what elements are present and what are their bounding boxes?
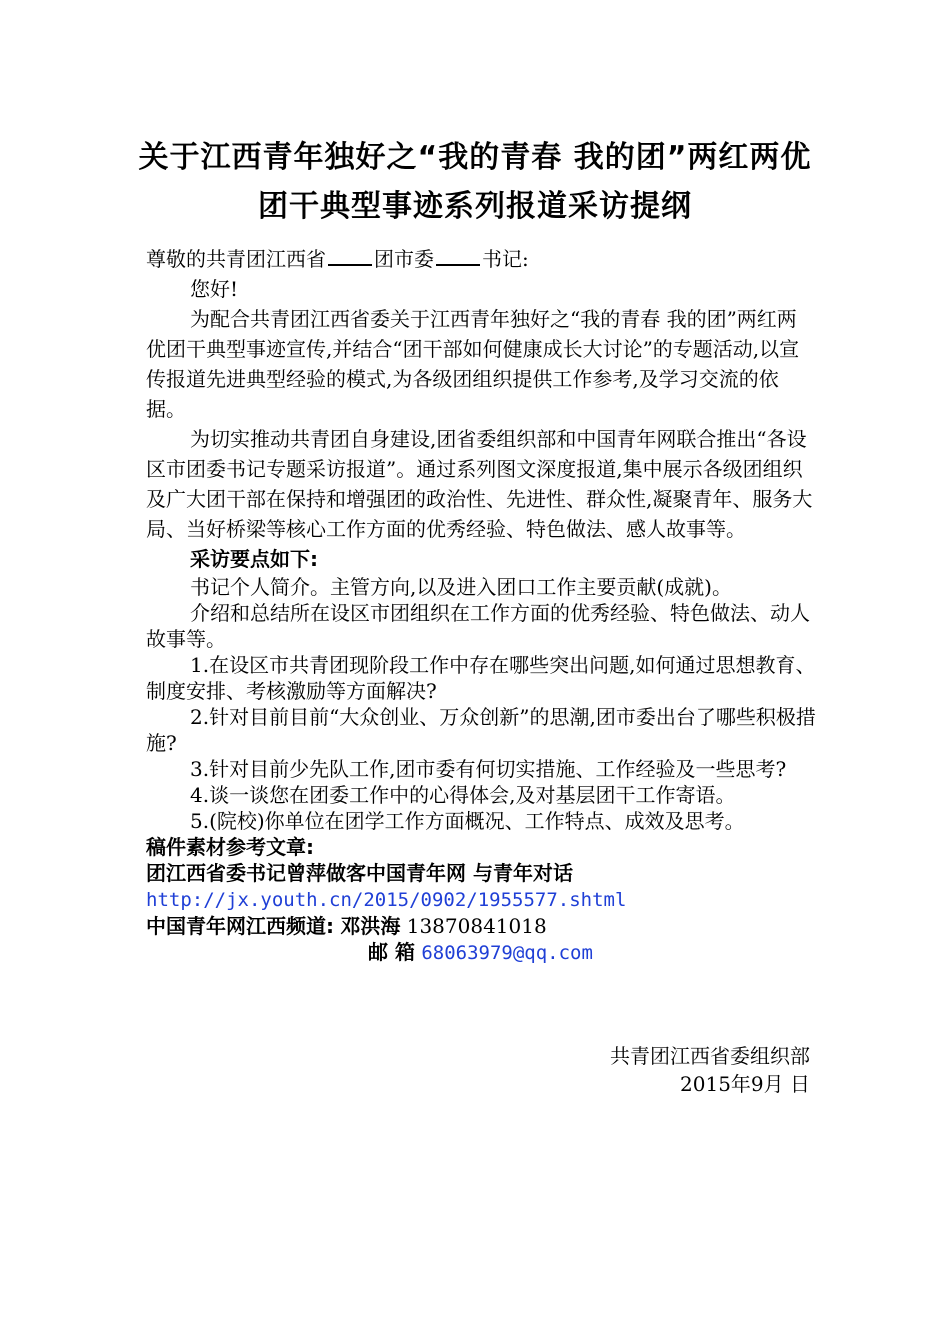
greeting: 您好! <box>190 277 239 301</box>
contact-name: 邓洪海 <box>340 914 401 938</box>
document-title-line-1: 关于江西青年独好之“我的青春 我的团”两红两优 <box>138 140 812 175</box>
salutation-part-3: 书记: <box>482 247 529 271</box>
point-item: 3.针对目前少先队工作,团市委有何切实措施、工作经验及一些思考? <box>190 757 787 781</box>
paragraph-1: 为配合共青团江西省委关于江西青年独好之“我的青春 我的团”两红两优团干典型事迹宣传,并结合“团干部如何健康成长大讨论”的专题活动,以宣传报道先进典型经验的模式,为各级团组织提供工作参考,及学习交流的依据。 <box>146 307 800 421</box>
email-label: 邮 箱 <box>368 940 415 964</box>
contact-label: 中国青年网江西频道: <box>146 914 334 938</box>
paragraph-2: 为切实推动共青团自身建设,团省委组织部和中国青年网联合推出“各设区市团委书记专题采访报道”。通过系列图文深度报道,集中展示各级团组织及广大团干部在保持和增强团的政治性、先进性、群众性,凝聚青年、服务大局、当好桥梁等核心工作方面的优秀经验、特色做法、感人故事等。 <box>146 427 813 541</box>
signature-date: 2015年9月 日 <box>680 1072 810 1096</box>
salutation-part-1: 尊敬的共青团江西省 <box>146 247 326 271</box>
point-item: 1.在设区市共青团现阶段工作中存在哪些突出问题,如何通过思想教育、制度安排、考核激励等方面解决? <box>146 653 816 703</box>
point-item: 书记个人简介。主管方向,以及进入团口工作主要贡献(成就)。 <box>190 575 732 599</box>
point-item: 2.针对目前目前“大众创业、万众创新”的思潮,团市委出台了哪些积极措施? <box>146 705 816 755</box>
document-body <box>146 244 816 966</box>
point-item: 介绍和总结所在设区市团组织在工作方面的优秀经验、特色做法、动人故事等。 <box>146 601 810 651</box>
contact-line <box>146 913 816 939</box>
point-item: 4.谈一谈您在团委工作中的心得体会,及对基层团干工作寄语。 <box>190 783 736 807</box>
reference-heading: 稿件素材参考文章: <box>146 835 314 859</box>
points-heading: 采访要点如下: <box>190 547 318 571</box>
point-item: 5.(院校)你单位在团学工作方面概况、工作特点、成效及思考。 <box>190 809 745 833</box>
blank-field-province <box>328 246 372 266</box>
reference-article <box>146 860 816 913</box>
signature-org: 共青团江西省委组织部 <box>610 1044 810 1068</box>
reference-article-title: 团江西省委书记曾萍做客中国青年网 与青年对话 <box>146 861 573 885</box>
email-link[interactable]: 68063979@qq.com <box>421 942 593 964</box>
salutation-part-2: 团市委 <box>374 247 434 271</box>
contact-phone: 13870841018 <box>406 914 547 938</box>
reference-article-link[interactable]: http://jx.youth.cn/2015/0902/1955577.shtml <box>146 889 627 911</box>
document-title-line-2: 团干典型事迹系列报道采访提纲 <box>258 189 692 224</box>
email-line <box>146 939 816 966</box>
blank-field-city <box>436 246 480 266</box>
salutation <box>146 244 816 274</box>
